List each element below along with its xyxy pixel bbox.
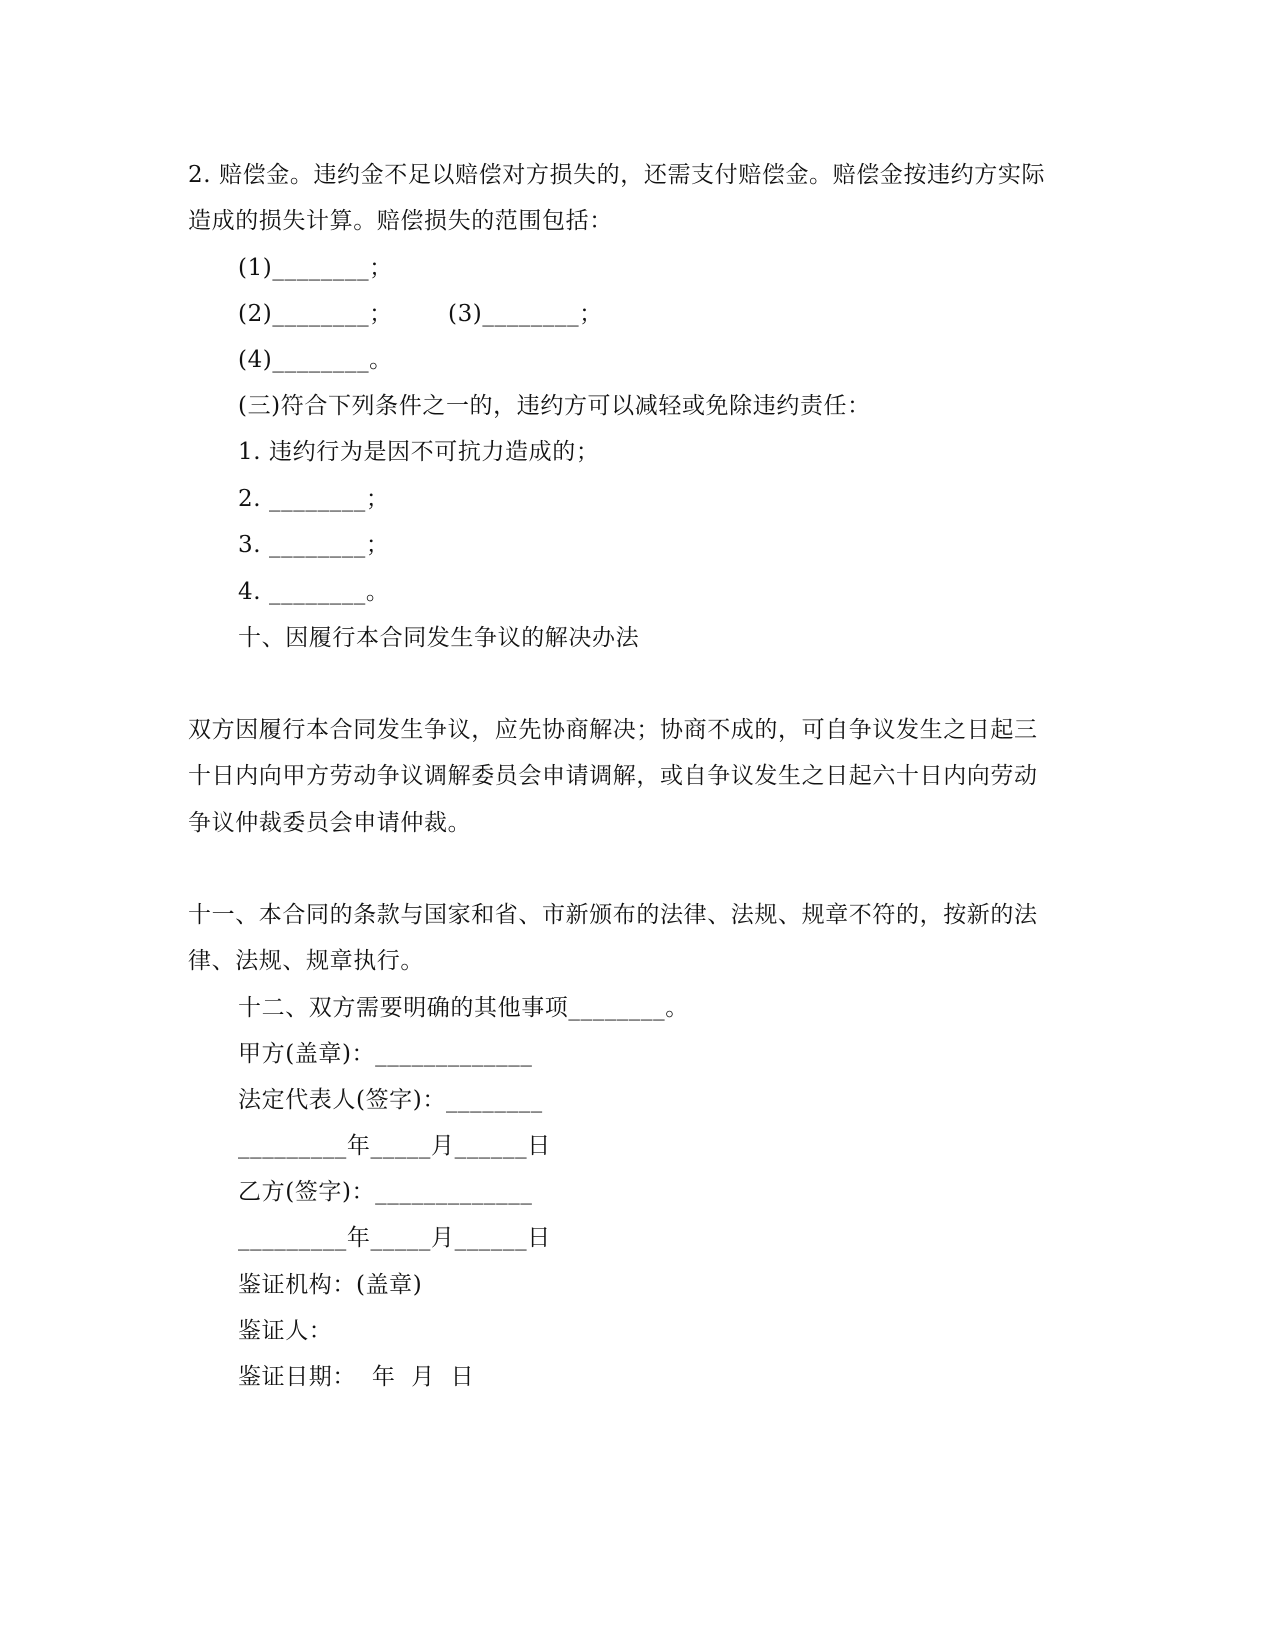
loss-item-4: (4)________。: [238, 347, 393, 373]
verification-date: 鉴证日期： 年 月 日: [238, 1364, 475, 1390]
dispute-paragraph-line-3: 争议仲裁委员会申请仲裁。: [188, 810, 472, 836]
section-11-line-2: 律、法规、规章执行。: [188, 948, 424, 974]
paragraph-compensation-line-2: 造成的损失计算。赔偿损失的范围包括：: [188, 208, 613, 234]
loss-item-1: (1)________；: [238, 255, 393, 281]
party-a-date: _________年_____月______日: [238, 1133, 551, 1159]
party-b-signature: 乙方(签字)：_____________: [238, 1179, 533, 1205]
section-10-heading: 十、因履行本合同发生争议的解决办法: [238, 625, 640, 651]
exemption-heading: (三)符合下列条件之一的，违约方可以减轻或免除违约责任：: [238, 393, 871, 419]
dispute-paragraph-line-1: 双方因履行本合同发生争议，应先协商解决；协商不成的，可自争议发生之日起三: [188, 717, 1038, 743]
loss-item-2: (2)________；: [238, 301, 393, 327]
party-a-seal: 甲方(盖章)：_____________: [238, 1041, 533, 1067]
exemption-item-2: 2. ________；: [238, 486, 390, 512]
party-b-date: _________年_____月______日: [238, 1225, 551, 1251]
legal-representative-signature: 法定代表人(签字)：________: [238, 1087, 543, 1113]
section-11-line-1: 十一、本合同的条款与国家和省、市新颁布的法律、法规、规章不符的，按新的法: [188, 902, 1038, 928]
dispute-paragraph-line-2: 十日内向甲方劳动争议调解委员会申请调解，或自争议发生之日起六十日内向劳动: [188, 763, 1038, 789]
verification-agency: 鉴证机构：(盖章): [238, 1272, 423, 1298]
loss-item-3: (3)________；: [448, 301, 603, 327]
exemption-item-4: 4. ________。: [238, 579, 390, 605]
exemption-item-1: 1. 违约行为是因不可抗力造成的；: [238, 439, 600, 465]
paragraph-compensation-line-1: 2. 赔偿金。违约金不足以赔偿对方损失的，还需支付赔偿金。赔偿金按违约方实际: [188, 162, 1046, 188]
section-12: 十二、双方需要明确的其他事项________。: [238, 995, 689, 1021]
exemption-item-3: 3. ________；: [238, 532, 390, 558]
verifier: 鉴证人：: [238, 1318, 333, 1344]
